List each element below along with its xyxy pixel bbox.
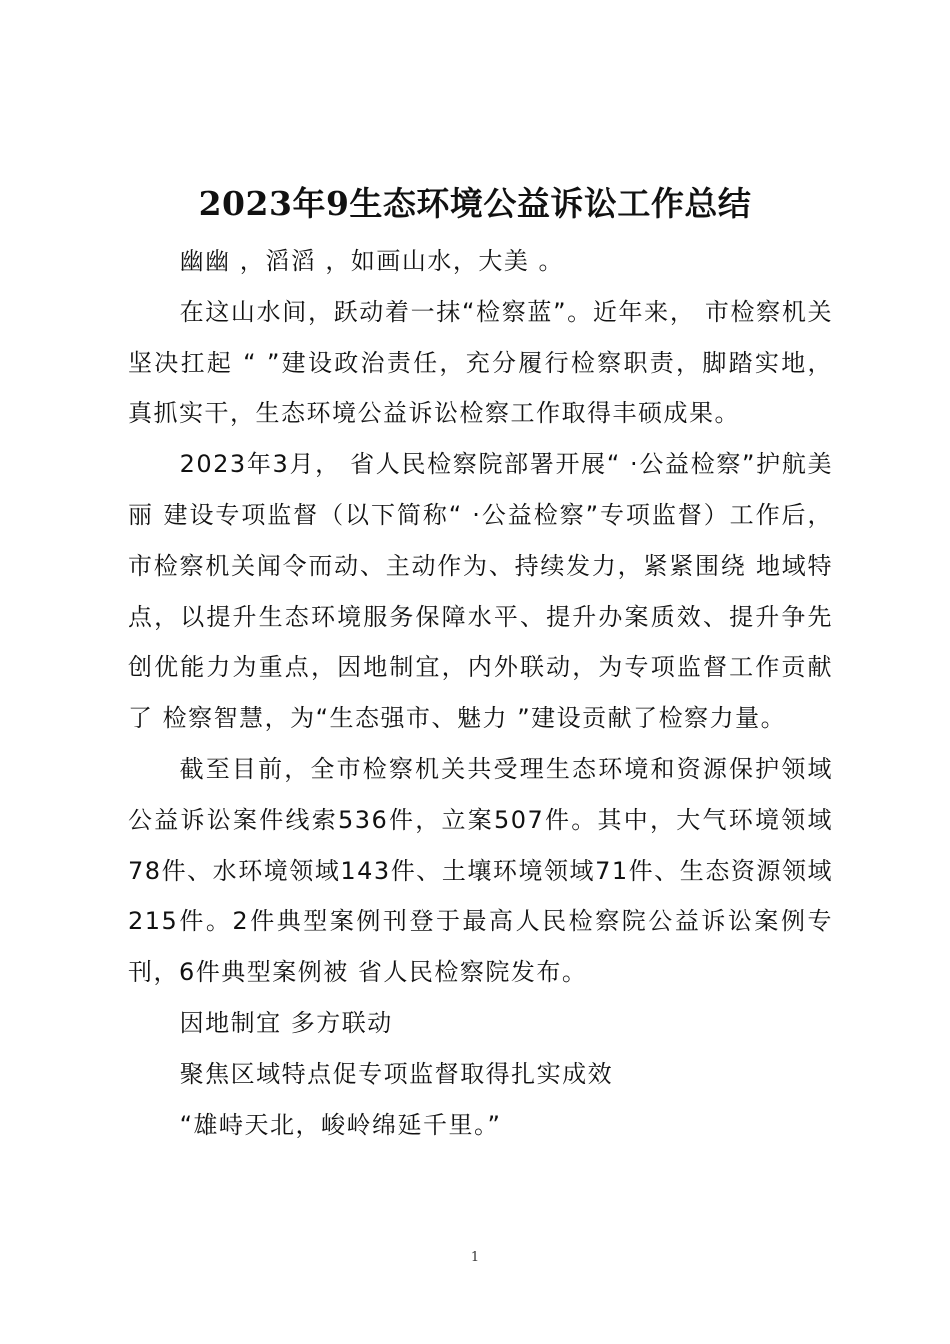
document-title: 2023年9生态环境公益诉讼工作总结 <box>198 184 752 223</box>
document-body <box>128 236 833 1150</box>
section-heading: 因地制宜 多方联动 <box>179 1008 393 1037</box>
paragraph-overview: 在这山水间，跃动着一抹“检察蓝”。近年来， 市检察机关坚决扛起 “ ”建设政治责任，充分履行检察职责，脚踏实地，真抓实干，生态环境公益诉讼检察工作取得丰硕成果。 <box>128 297 833 428</box>
page-number: 1 <box>470 1250 480 1265</box>
paragraph-intro: 幽幽 ，滔滔 ，如画山水，大美 。 <box>179 247 564 275</box>
paragraph-special-supervision: 2023年3月， 省人民检察院部署开展“ ·公益检察”护航美丽 建设专项监督（以下简称“ ·公益检察”专项监督）工作后， 市检察机关闻令而动、主动作为、持续发力，紧紧围绕 地域特点，以提升生态环境服务保障水平、提升办案质效、提升争先创优能力为重点，因地制宜，内外联动，为专项监督工作贡献了 检察智慧，为“生态强市、魅力 ”建设贡献了检察力量。 <box>128 450 833 733</box>
section-subheading: 聚焦区域特点促专项监督取得扎实成效 <box>179 1059 614 1088</box>
paragraph-quote: “雄峙天北，峻岭绵延千里。” <box>179 1110 502 1139</box>
paragraph-statistics: 截至目前，全市检察机关共受理生态环境和资源保护领域公益诉讼案件线索536件，立案507件。其中，大气环境领域78件、水环境领域143件、土壤环境领域71件、生态资源领域215件。2件典型案例刊登于最高人民检察院公益诉讼案例专刊，6件典型案例被 省人民检察院发布。 <box>128 754 833 987</box>
